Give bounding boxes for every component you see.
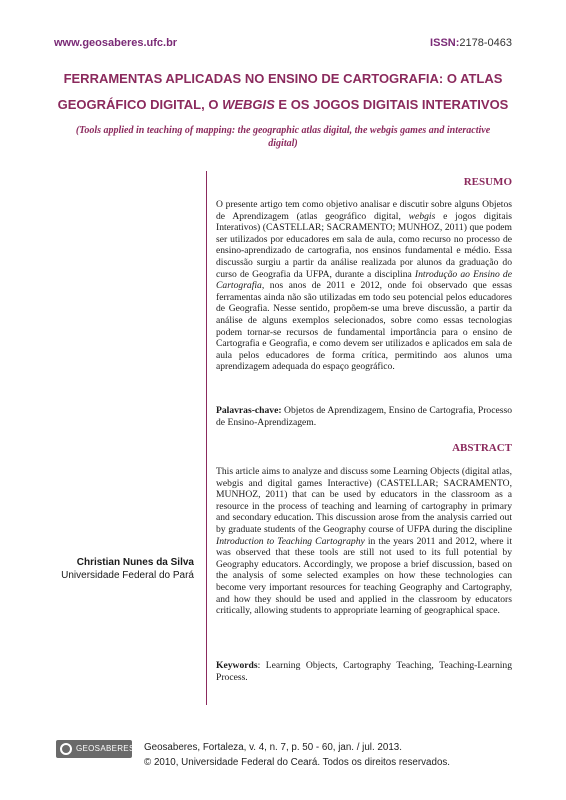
title-line-1: FERRAMENTAS APLICADAS NO ENSINO DE CARTOGRAFIA: O ATLAS	[63, 71, 503, 86]
footer-line-2: © 2010, Universidade Federal do Ceará. Todos os direitos reservados.	[144, 757, 451, 768]
column-divider	[206, 171, 207, 705]
resumo-emphasis: Introdução ao Ensino de Cartografia	[216, 268, 512, 292]
issn	[430, 37, 512, 49]
resumo-keywords	[216, 405, 512, 428]
geosaberes-logo	[56, 740, 135, 758]
logo-text: GEOSABERES	[76, 744, 135, 753]
title-line-2	[30, 92, 536, 118]
paper-subtitle: (Tools applied in teaching of mapping: the geographic atlas digital, the webgis games and interactive digital)	[75, 125, 491, 149]
resumo-emphasis: webgis	[408, 210, 436, 222]
author-name: Christian Nunes da Silva	[76, 557, 194, 568]
paper-title	[30, 66, 536, 118]
abstract-body	[216, 466, 512, 617]
globe-icon	[60, 743, 72, 755]
author-block	[61, 556, 194, 582]
resumo-heading: RESUMO	[463, 176, 512, 188]
title-part: E OS JOGOS DIGITAIS INTERATIVOS	[274, 97, 509, 112]
footer-citation	[144, 740, 450, 770]
keywords-text: : Learning Objects, Cartography Teaching, Teaching-Learning Process.	[216, 660, 512, 683]
abstract-keywords	[216, 660, 512, 683]
keywords-text: Objetos de Aprendizagem, Ensino de Cartografia, Processo de Ensino-Aprendizagem.	[216, 405, 512, 428]
issn-label: ISSN:	[430, 37, 460, 49]
footer-line-1: Geosaberes, Fortaleza, v. 4, n. 7, p. 50 - 60, jan. / jul. 2013.	[144, 742, 402, 753]
resumo-text: , nos anos de 2011 e 2012, onde foi observado que essas ferramentas ainda não são utilizadas em todo seu potencial pelos educadores de Geografia. Nesse sentido, propõem-se uma breve discussão, a partir da análise de alguns exemplos selecionados, sobre como essas tecnologias podem tornar-se recursos de fundamental importância para o ensino de Cartografia e Geografia, e como devem ser utilizados e aplicados em sala de aula pelos educadores de forma crítica, permitindo aos alunos uma aprendizagem adequada do espaço geográfico.	[216, 280, 512, 373]
keywords-label: Palavras-chave:	[216, 405, 282, 416]
keywords-label: Keywords	[216, 660, 258, 671]
title-part: GEOGRÁFICO DIGITAL, O	[57, 97, 223, 112]
abstract-text: in the years 2011 and 2012, where it was observed that these tools are still not used to its full potential by Geography educators. Accordingly, we propose a brief discussion, based on the analysis of some selected examples on how these technologies can become very important resources for teaching Geography and Cartography, and how they should be used and applied in the classroom by educators critically, allowing students to appropriate learning of geographical space.	[216, 535, 512, 617]
resumo-body	[216, 199, 512, 373]
abstract-emphasis: Introduction to Teaching Cartography	[216, 535, 365, 547]
title-webgis: WEBGIS	[222, 97, 275, 112]
author-affiliation: Universidade Federal do Pará	[61, 570, 194, 581]
resumo-text: O presente artigo tem como objetivo analisar e discutir sobre alguns Objetos de Aprendizagem (atlas geográfico digital,	[216, 199, 512, 222]
abstract-text: This article aims to analyze and discuss some Learning Objects (digital atlas, webgis and digital games Interactive) (CASTELLAR; SACRAMENTO, MUNHOZ, 2011) that can be used by educators in the classroom as a resource in the process of teaching and learning of cartography in primary and secondary education. This discussion arose from the analysis carried out by graduate students of the Geography course of UFPA during the discipline	[216, 466, 512, 535]
journal-url[interactable]: www.geosaberes.ufc.br	[54, 37, 178, 49]
issn-value: 2178-0463	[459, 37, 512, 49]
abstract-heading: ABSTRACT	[452, 442, 512, 454]
resumo-text: e jogos digitais Interativos) (CASTELLAR; SACRAMENTO; MUNHOZ, 2011) que podem ser utilizados por educadores em sala de aula, como recurso no processo de ensino-aprendizado de cartografia, nos ensinos fundamental e médio. Essa discussão surgiu a partir da análise realizada por alunos da graduação do curso de Geografia da UFPA, durante a disciplina	[216, 210, 512, 280]
